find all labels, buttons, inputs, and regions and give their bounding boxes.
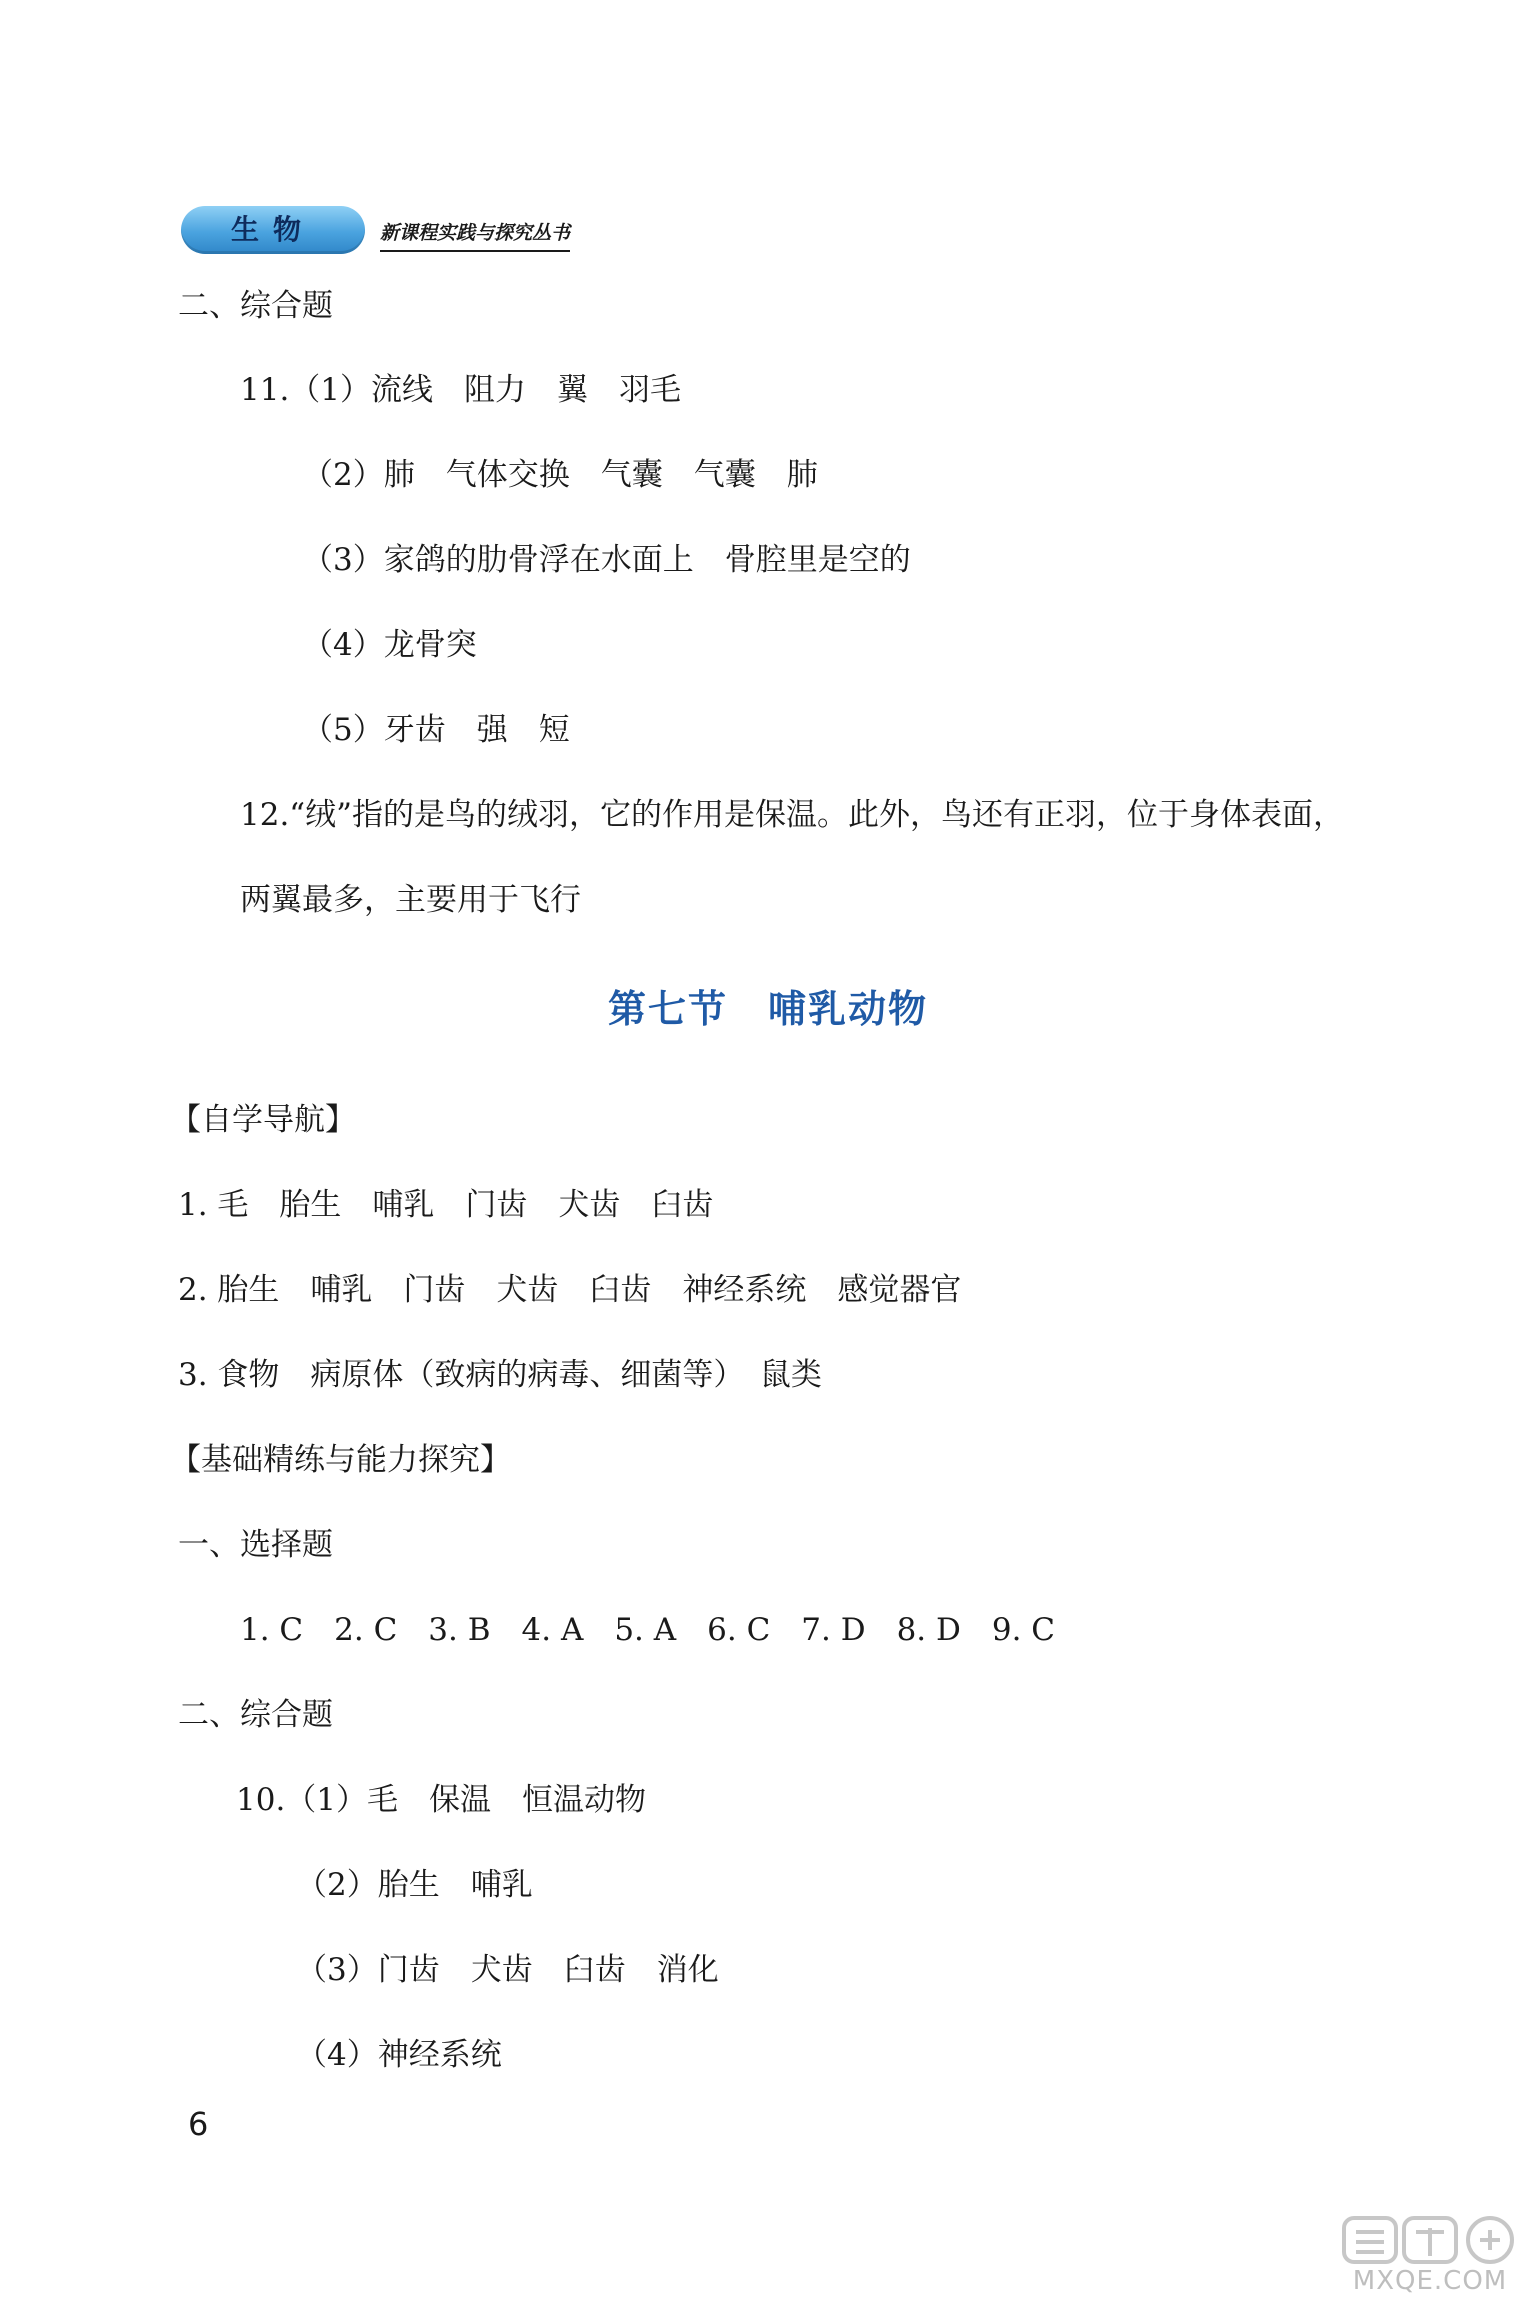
answer-10-1: 10.（1）毛 保温 恒温动物 xyxy=(236,1782,647,1818)
answer-12-line1: 12.“绒”指的是鸟的绒羽，它的作用是保温。此外，鸟还有正羽，位于身体表面， xyxy=(240,797,1344,833)
subject-badge xyxy=(181,206,365,254)
answer-10-3: （3）门齿 犬齿 臼齿 消化 xyxy=(296,1952,719,1988)
answer-11-5: （5）牙齿 强 短 xyxy=(302,712,570,748)
watermark-mark-icon xyxy=(1338,2212,1522,2268)
multiple-choice-answers: 1. C 2. C 3. B 4. A 5. A 6. C 7. D 8. D 9. C xyxy=(240,1612,1056,1648)
heading-multiple-choice: 一、选择题 xyxy=(178,1527,333,1563)
self-study-3: 3. 食物 病原体（致病的病毒、细菌等） 鼠类 xyxy=(178,1357,822,1393)
answer-11-2: （2）肺 气体交换 气囊 气囊 肺 xyxy=(302,457,818,493)
self-study-2: 2. 胎生 哺乳 门齿 犬齿 臼齿 神经系统 感觉器官 xyxy=(178,1272,962,1308)
heading-self-study: 【自学导航】 xyxy=(170,1102,356,1138)
watermark-logo xyxy=(1338,2212,1522,2296)
heading-comprehensive-2: 二、综合题 xyxy=(178,1697,333,1733)
answer-10-4: （4）神经系统 xyxy=(296,2037,502,2073)
watermark-text: MXQE.COM xyxy=(1352,2266,1508,2296)
answer-11-3: （3）家鸽的肋骨浮在水面上 骨腔里是空的 xyxy=(302,542,911,578)
answer-12-line2: 两翼最多，主要用于飞行 xyxy=(240,882,581,918)
series-title: 新课程实践与探究丛书 xyxy=(380,216,570,252)
answer-10-2: （2）胎生 哺乳 xyxy=(296,1867,533,1903)
heading-comprehensive: 二、综合题 xyxy=(178,288,333,324)
answer-11-1: 11.（1）流线 阻力 翼 羽毛 xyxy=(240,372,682,408)
answer-11-4: （4）龙骨突 xyxy=(302,627,477,663)
self-study-1: 1. 毛 胎生 哺乳 门齿 犬齿 臼齿 xyxy=(178,1187,714,1223)
heading-basic-practice: 【基础精练与能力探究】 xyxy=(170,1442,511,1478)
page-number: 6 xyxy=(188,2105,209,2143)
section-title: 第七节 哺乳动物 xyxy=(607,987,928,1031)
subject-label: 生物 xyxy=(230,213,315,246)
